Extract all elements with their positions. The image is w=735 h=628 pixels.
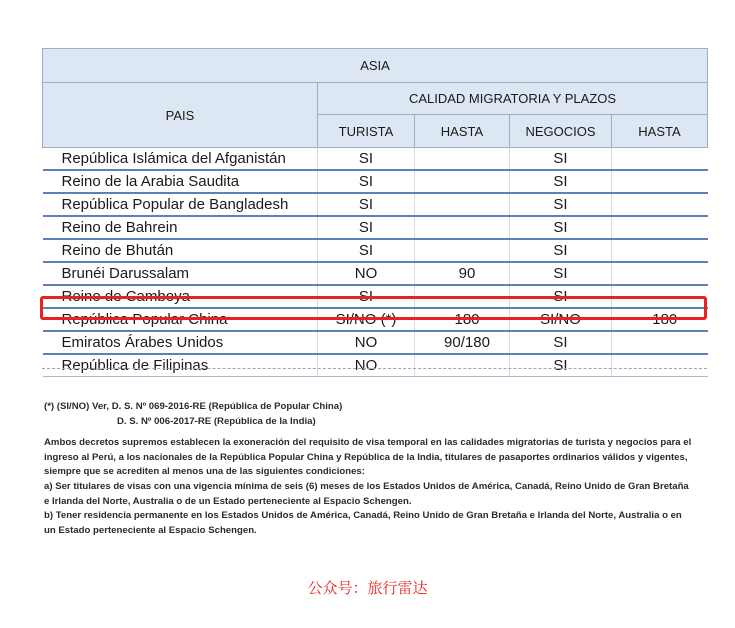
negocios-cell: SI <box>510 285 612 308</box>
turista-cell: SI <box>318 148 415 171</box>
turista-cell: SI <box>318 193 415 216</box>
negocios-cell: SI <box>510 262 612 285</box>
turista-cell: SI <box>318 239 415 262</box>
negocios-cell: SI <box>510 193 612 216</box>
hasta-header: HASTA <box>612 115 708 148</box>
country-cell: Emiratos Árabes Unidos <box>43 331 318 354</box>
table-row <box>43 354 708 377</box>
negocios-cell: SI <box>510 216 612 239</box>
country-cell: Reino de la Arabia Saudita <box>43 170 318 193</box>
exemption-paragraph: Ambos decretos supremos establecen la exoneración del requisito de visa temporal en las calidades migratorias de turista y negocios para el ingreso al Perú, a los nacionales de la República Popular China y República de la India, titulares de pasaportes ordinarios válidos y vigentes, siempre que se acrediten al menos una de las siguientes condiciones: <box>44 437 692 478</box>
region-header: ASIA <box>43 49 708 83</box>
table-row <box>43 216 708 239</box>
turista-cell: NO <box>318 262 415 285</box>
hasta-cell: 90/180 <box>415 331 510 354</box>
negocios-cell: SI <box>510 331 612 354</box>
turista-cell: SI <box>318 170 415 193</box>
condition-b: b) Tener residencia permanente en los Estados Unidos de América, Canadá, Reino Unido de Gran Bretaña e Irlanda del Norte, Australia o en un Estado perteneciente al Espacio Schengen. <box>44 510 682 536</box>
turista-cell: NO <box>318 354 415 377</box>
hasta-cell <box>415 193 510 216</box>
negocios-cell: SI/NO <box>510 308 612 331</box>
country-cell: República Islámica del Afganistán <box>43 148 318 171</box>
hasta-cell: 90 <box>415 262 510 285</box>
hasta-cell <box>415 170 510 193</box>
table-row <box>43 239 708 262</box>
country-cell: Brunéi Darussalam <box>43 262 318 285</box>
hasta-cell <box>612 354 708 377</box>
decree-reference-china: (*) (SI/NO) Ver, D. S. Nº 069-2016-RE (República de Popular China) <box>44 401 343 412</box>
turista-cell: SI <box>318 216 415 239</box>
visa-requirements-table <box>42 48 708 377</box>
country-cell: Reino de Bhután <box>43 239 318 262</box>
table-bottom-rule <box>42 368 707 369</box>
hasta-cell <box>612 216 708 239</box>
hasta-cell <box>612 193 708 216</box>
watermark-text: 公众号：旅行雷达 <box>307 579 428 597</box>
hasta-cell: 180 <box>415 308 510 331</box>
hasta-cell <box>415 354 510 377</box>
country-cell: Reino de Bahrein <box>43 216 318 239</box>
hasta-cell <box>612 262 708 285</box>
country-cell: República de Filipinas <box>43 354 318 377</box>
hasta-cell <box>612 331 708 354</box>
hasta-cell: 180 <box>612 308 708 331</box>
table-row <box>43 148 708 171</box>
china-row-highlight-box <box>40 296 707 320</box>
migratory-quality-header: CALIDAD MIGRATORIA Y PLAZOS <box>318 83 708 115</box>
negocios-cell: SI <box>510 148 612 171</box>
hasta-header: HASTA <box>415 115 510 148</box>
country-column-header: PAIS <box>43 83 318 148</box>
country-cell: República Popular China <box>43 308 318 331</box>
turista-header: TURISTA <box>318 115 415 148</box>
hasta-cell <box>612 148 708 171</box>
decree-reference-india: D. S. Nº 006-2017-RE (República de la India) <box>117 415 316 427</box>
table-row <box>43 262 708 285</box>
hasta-cell <box>612 170 708 193</box>
negocios-cell: SI <box>510 354 612 377</box>
hasta-cell <box>415 148 510 171</box>
country-cell: Reino de Camboya <box>43 285 318 308</box>
hasta-cell <box>612 239 708 262</box>
turista-cell: NO <box>318 331 415 354</box>
negocios-header: NEGOCIOS <box>510 115 612 148</box>
hasta-cell <box>415 239 510 262</box>
turista-cell: SI/NO (*) <box>318 308 415 331</box>
footnotes <box>44 400 694 538</box>
table-row <box>43 193 708 216</box>
negocios-cell: SI <box>510 170 612 193</box>
negocios-cell: SI <box>510 239 612 262</box>
turista-cell: SI <box>318 285 415 308</box>
table-row <box>43 331 708 354</box>
table-row <box>43 170 708 193</box>
hasta-cell <box>415 216 510 239</box>
country-cell: República Popular de Bangladesh <box>43 193 318 216</box>
condition-a: a) Ser titulares de visas con una vigencia mínima de seis (6) meses de los Estados Unidos de América, Canadá, Reino Unido de Gran Bretaña e Irlanda del Norte, Australia o de un Estado perteneciente al Espacio Schengen. <box>44 480 689 507</box>
